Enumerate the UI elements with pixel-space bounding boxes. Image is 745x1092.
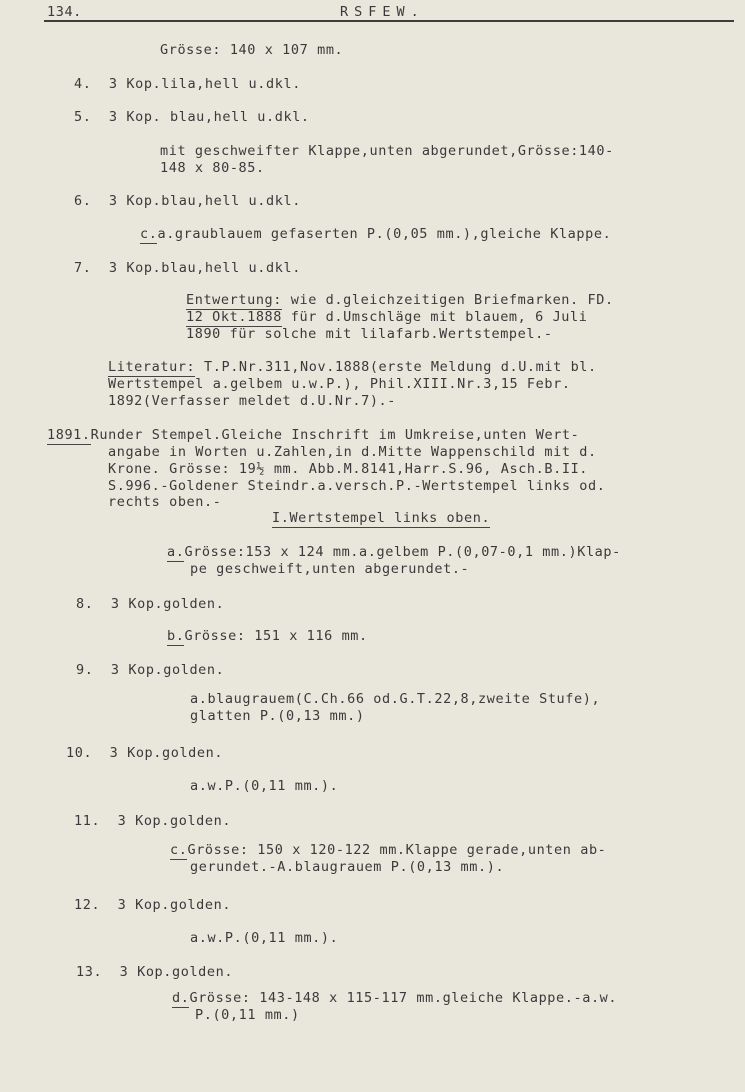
text-line: P.(0,11 mm.): [195, 1007, 300, 1023]
section-title: RSFEW.: [340, 4, 425, 20]
text-line: a.w.P.(0,11 mm.).: [190, 778, 339, 794]
variant-line: d.Grösse: 143-148 x 115-117 mm.gleiche Klappe.-a.w.: [172, 990, 618, 1006]
text-line: 12 Okt.1888 für d.Umschläge mit blauem, 6 Juli: [186, 309, 588, 325]
text-line: glatten P.(0,13 mm.): [190, 708, 365, 724]
variant-letter: a.: [167, 544, 185, 560]
variant-line: b.Grösse: 151 x 116 mm.: [167, 628, 368, 644]
text-line: gerundet.-A.blaugrauem P.(0,13 mm.).: [190, 859, 505, 875]
entry-line: 7. 3 Kop.blau,hell u.dkl.: [74, 260, 301, 276]
variant-letter: c.: [140, 226, 158, 242]
text-line: a.w.P.(0,11 mm.).: [190, 930, 339, 946]
entry-line: 9. 3 Kop.golden.: [76, 662, 225, 678]
variant-line: c.a.graublauem gefaserten P.(0,05 mm.),gleiche Klappe.: [140, 226, 612, 242]
text-line: S.996.-Goldener Steindr.a.versch.P.-Wertstempel links od.: [108, 478, 606, 494]
text-line: Wertstempel a.gelbem u.w.P.), Phil.XIII.Nr.3,15 Febr.: [108, 376, 571, 392]
variant-letter: d.: [172, 990, 190, 1006]
entry-line: 6. 3 Kop.blau,hell u.dkl.: [74, 193, 301, 209]
variant-line: a.Grösse:153 x 124 mm.a.gelbem P.(0,07-0,1 mm.)Klap-: [167, 544, 621, 560]
heading-literatur: Literatur:: [108, 359, 196, 375]
year-label: 1891.: [47, 427, 91, 443]
text-line: 148 x 80-85.: [160, 160, 265, 176]
entry-line: 4. 3 Kop.lila,hell u.dkl.: [74, 76, 301, 92]
page-number: 134.: [47, 4, 82, 20]
entry-line: 8. 3 Kop.golden.: [76, 596, 225, 612]
entry-line: 12. 3 Kop.golden.: [74, 897, 232, 913]
text-line: pe geschweift,unten abgerundet.-: [190, 561, 470, 577]
variant-letter: b.: [167, 628, 185, 644]
text-line: Entwertung: wie d.gleichzeitigen Briefmarken. FD.: [186, 292, 614, 308]
entry-line: 13. 3 Kop.golden.: [76, 964, 234, 980]
variant-line: c.Grösse: 150 x 120-122 mm.Klappe gerade,unten ab-: [170, 842, 607, 858]
year-line: 1891.Runder Stempel.Gleiche Inschrift im Umkreise,unten Wert-: [47, 427, 580, 443]
subheading: I.Wertstempel links oben.: [272, 510, 491, 526]
header-rule: [44, 20, 734, 22]
text-line: mit geschweifter Klappe,unten abgerundet,Grösse:140-: [160, 143, 614, 159]
text-line: Krone. Grösse: 19½ mm. Abb.M.8141,Harr.S.96, Asch.B.II.: [108, 461, 589, 477]
text-line: angabe in Worten u.Zahlen,in d.Mitte Wappenschild mit d.: [108, 444, 597, 460]
text-line: Grösse: 140 x 107 mm.: [160, 42, 344, 58]
text-line: Literatur: T.P.Nr.311,Nov.1888(erste Meldung d.U.mit bl.: [108, 359, 597, 375]
entry-line: 10. 3 Kop.golden.: [66, 745, 224, 761]
variant-letter: c.: [170, 842, 188, 858]
date-underlined: 12 Okt.1888: [186, 309, 283, 325]
text-line: 1892(Verfasser meldet d.U.Nr.7).-: [108, 393, 397, 409]
text-line: rechts oben.-: [108, 494, 222, 510]
entry-line: 5. 3 Kop. blau,hell u.dkl.: [74, 109, 310, 125]
text-line: 1890 für solche mit lilafarb.Wertstempel.-: [186, 326, 553, 342]
entry-line: 11. 3 Kop.golden.: [74, 813, 232, 829]
heading-entwertung: Entwertung:: [186, 292, 283, 308]
text-line: a.blaugrauem(C.Ch.66 od.G.T.22,8,zweite Stufe),: [190, 691, 601, 707]
